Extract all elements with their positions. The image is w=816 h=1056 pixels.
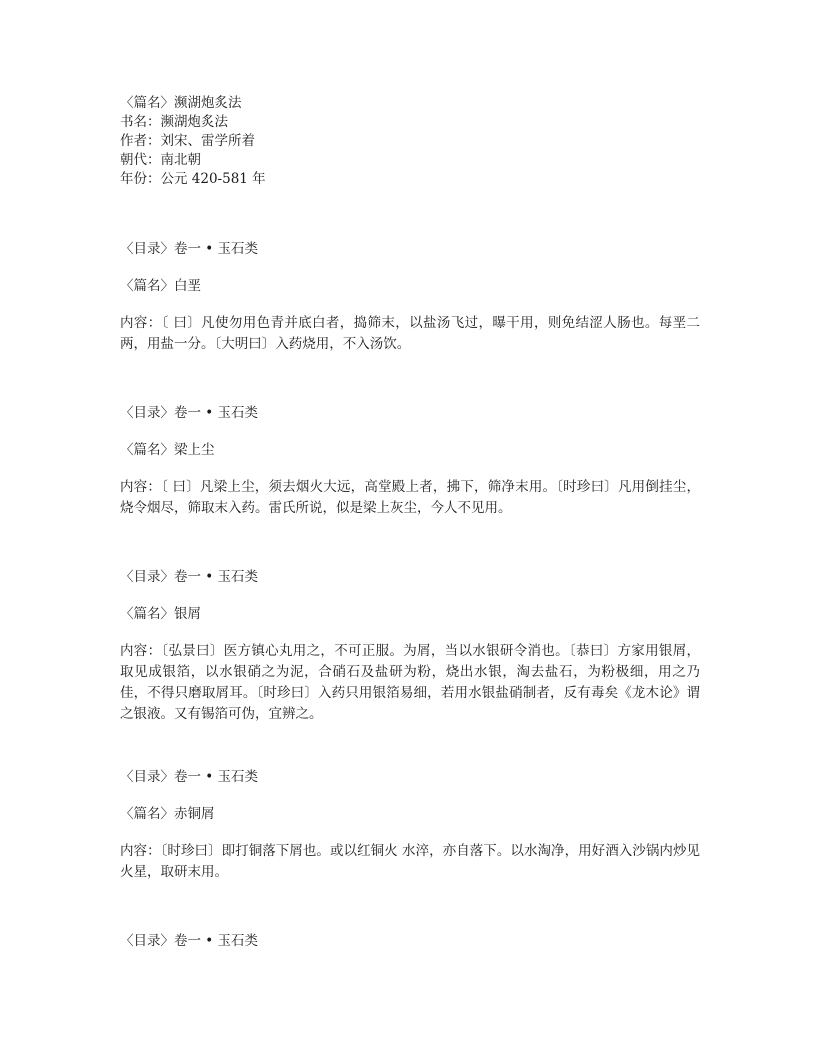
catalog-heading: 〈目录〉卷一 • 玉石类: [120, 769, 259, 785]
entry-title: 〈篇名〉赤铜屑: [120, 806, 215, 822]
catalog-heading: 〈目录〉卷一 • 玉石类: [120, 933, 259, 949]
entry-section: [120, 568, 700, 725]
entry-content: 内容：〔 曰〕凡使勿用色青并底白者，捣筛末，以盐汤飞过，曝干用，则免结涩人肠也。每垩二两，用盐一分。〔大明曰〕入药烧用，不入汤饮。: [120, 315, 700, 352]
document-page: [120, 94, 700, 949]
entry-content: 内容：〔时珍曰〕即打铜落下屑也。或以红铜火 水淬，亦自落下。以水淘净，用好酒入沙锅内炒见火星，取研末用。: [120, 843, 700, 880]
catalog-heading: 〈目录〉卷一 • 玉石类: [120, 405, 259, 421]
entry-title: 〈篇名〉银屑: [120, 606, 201, 622]
entry-section: [120, 404, 700, 519]
document-header: [120, 94, 700, 189]
entry-content: 内容：〔 曰〕凡梁上尘，须去烟火大远，高堂殿上者，拂下，筛净末用。〔时珍曰〕凡用倒挂尘，烧令烟尽，筛取末入药。雷氏所说，似是梁上灰尘，今人不见用。: [120, 479, 700, 516]
entry-title: 〈篇名〉白垩: [120, 278, 201, 294]
catalog-heading: 〈目录〉卷一 • 玉石类: [120, 241, 259, 257]
book-name: 书名：濒湖炮炙法: [120, 114, 228, 130]
author: 作者：刘宋、雷学所着: [120, 133, 255, 149]
entry-section: [120, 768, 700, 883]
catalog-heading: 〈目录〉卷一 • 玉石类: [120, 569, 259, 585]
chapter-title: 〈篇名〉濒湖炮炙法: [120, 95, 242, 111]
entry-title: 〈篇名〉梁上尘: [120, 442, 215, 458]
years: 年份：公元 420-581 年: [120, 171, 266, 187]
dynasty: 朝代：南北朝: [120, 152, 201, 168]
entry-section: [120, 932, 700, 951]
entry-content: 内容：〔弘景曰〕医方镇心丸用之，不可正服。为屑，当以水银研令消也。〔恭曰〕方家用银屑，取见成银箔，以水银硝之为泥，合硝石及盐研为粉，烧出水银，淘去盐石，为粉极细，用之乃佳，不得只磨取屑耳。〔时珍曰〕入药只用银箔易细，若用水银盐硝制者，反有毒矣《龙木论》谓之银液。又有锡箔可伪，宜辨之。: [120, 643, 700, 722]
entry-section: [120, 240, 700, 355]
